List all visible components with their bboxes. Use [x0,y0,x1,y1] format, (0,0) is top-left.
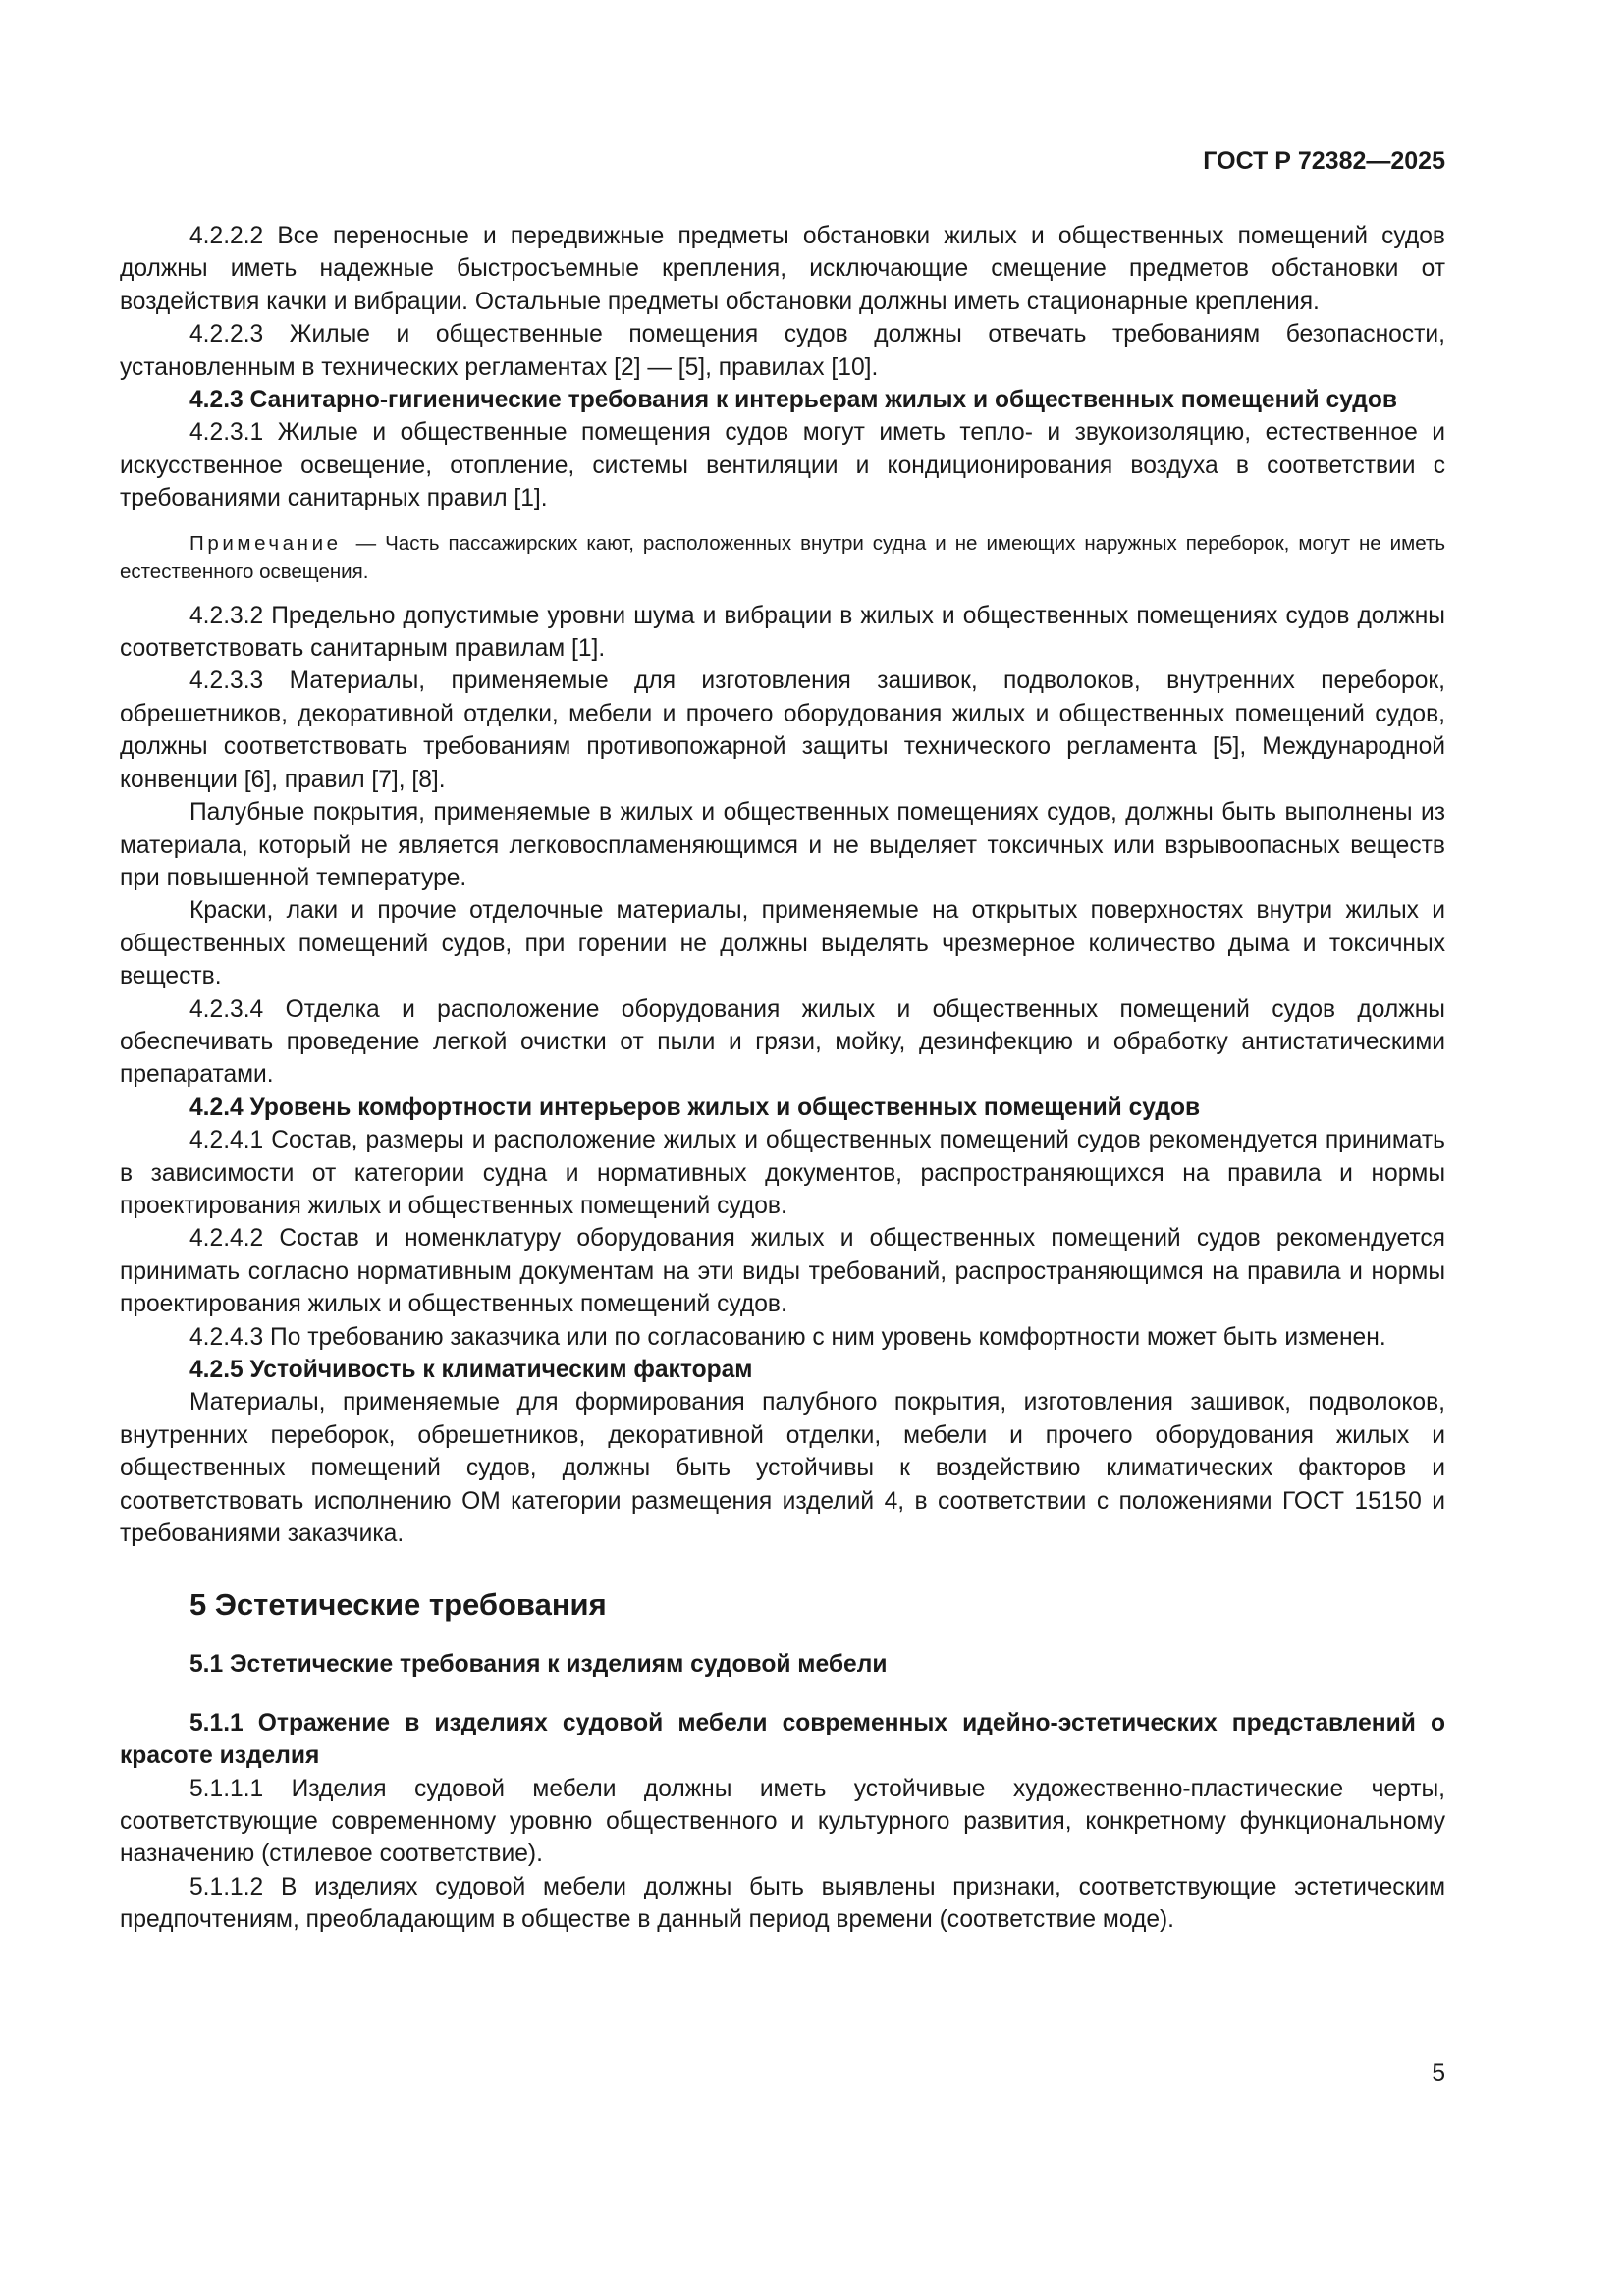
paragraph-4-2-4-3: 4.2.4.3 По требованию заказчика или по согласованию с ним уровень комфортности может быть изменен. [189,1323,1386,1351]
paragraph-4-2-2-3: 4.2.2.3 Жилые и общественные помещения судов должны отвечать требованиям безопасности, установленным в технических регламентах [2] — [5], правилах [10]. [120,321,1445,381]
paragraph-4-2-3-3: 4.2.3.3 Материалы, применяемые для изготовления зашивок, подволоков, внутренних переборок, обрешетников, декоративной отделки, мебели и прочего оборудования жилых и общественных помещений судов, должны соответствовать требованиям противопожарной защиты технического регламента [5], Международной конвенции [6], правил [7], [8]. [120,667,1445,793]
heading-5-1-1: 5.1.1 Отражение в изделиях судовой мебели современных идейно-эстетических представлений о красоте изделия [120,1709,1445,1770]
paragraph-5-1-1-1: 5.1.1.1 Изделия судовой мебели должны иметь устойчивые художественно-пластические черты, соответствующие современному уровню общественного и культурного развития, конкретному функциональному назначению (стилевое соответствие). [120,1775,1445,1868]
note-label: Примечание [189,531,342,555]
heading-5-1: 5.1 Эстетические требования к изделиям судовой мебели [189,1651,888,1679]
paragraph-climate-materials: Материалы, применяемые для формирования палубного покрытия, изготовления зашивок, подволоков, внутренних переборок, обрешетников, декоративной отделки, мебели и прочего оборудования жилых и общественных помещений судов, должны быть устойчивы к воздействию климатических факторов и соответствовать исполнению ОМ категории размещения изделий 4, в соответствии с положениями ГОСТ 15150 и требованиями заказчика. [120,1389,1445,1548]
heading-4-2-4: 4.2.4 Уровень комфортности интерьеров жилых и общественных помещений судов [189,1094,1201,1121]
paragraph-deck-coverings: Палубные покрытия, применяемые в жилых и общественных помещениях судов, должны быть выполнены из материала, который не является легковоспламеняющимся и не выделяет токсичных или взрывоопасных веществ при повышенной температуре. [120,799,1445,891]
document-id-header: ГОСТ Р 72382—2025 [1203,147,1445,175]
document-body [120,220,1445,1937]
paragraph-4-2-3-4: 4.2.3.4 Отделка и расположение оборудования жилых и общественных помещений судов должны обеспечивать проведение легкой очистки от пыли и грязи, мойку, дезинфекцию и обработку антистатическими препаратами. [120,995,1445,1089]
paragraph-4-2-2-2: 4.2.2.2 Все переносные и передвижные предметы обстановки жилых и общественных помещений судов должны иметь надежные быстросъемные крепления, исключающие смещение предметов обстановки от воздействия качки и вибрации. Остальные предметы обстановки должны иметь стационарные крепления. [120,223,1445,315]
paragraph-4-2-4-1: 4.2.4.1 Состав, размеры и расположение жилых и общественных помещений судов рекомендуется принимать в зависимости от категории судна и нормативных документов, распространяющихся на правила и нормы проектирования жилых и общественных помещений судов. [120,1127,1445,1219]
note-text: — Часть пассажирских кают, расположенных внутри судна и не имеющих наружных переборок, могут не иметь естественного освещения. [120,531,1445,583]
paragraph-4-2-3-1: 4.2.3.1 Жилые и общественные помещения судов могут иметь тепло- и звукоизоляцию, естественное и искусственное освещение, отопление, системы вентиляции и кондиционирования воздуха в соответствии с требованиями санитарных правил [1]. [120,419,1445,512]
note-paragraph [120,529,1445,586]
page-number: 5 [1432,2060,1445,2087]
section-heading-5: 5 Эстетические требования [189,1587,607,1623]
heading-4-2-3: 4.2.3 Санитарно-гигиенические требования к интерьерам жилых и общественных помещений судов [189,387,1397,414]
heading-4-2-5: 4.2.5 Устойчивость к климатическим факторам [189,1357,753,1383]
paragraph-paints: Краски, лаки и прочие отделочные материалы, применяемые на открытых поверхностях внутри жилых и общественных помещений судов, при горении не должны выделять чрезмерное количество дыма и токсичных веществ. [120,897,1445,990]
paragraph-4-2-3-2: 4.2.3.2 Предельно допустимые уровни шума и вибрации в жилых и общественных помещениях судов должны соответствовать санитарным правилам [1]. [120,602,1445,663]
paragraph-5-1-1-2: 5.1.1.2 В изделиях судовой мебели должны быть выявлены признаки, соответствующие эстетическим предпочтениям, преобладающим в обществе в данный период времени (соответствие моде). [120,1873,1445,1934]
paragraph-4-2-4-2: 4.2.4.2 Состав и номенклатуру оборудования жилых и общественных помещений судов рекомендуется принимать согласно нормативным документам на эти виды требований, распространяющимся на правила и нормы проектирования жилых и общественных помещений судов. [120,1225,1445,1318]
